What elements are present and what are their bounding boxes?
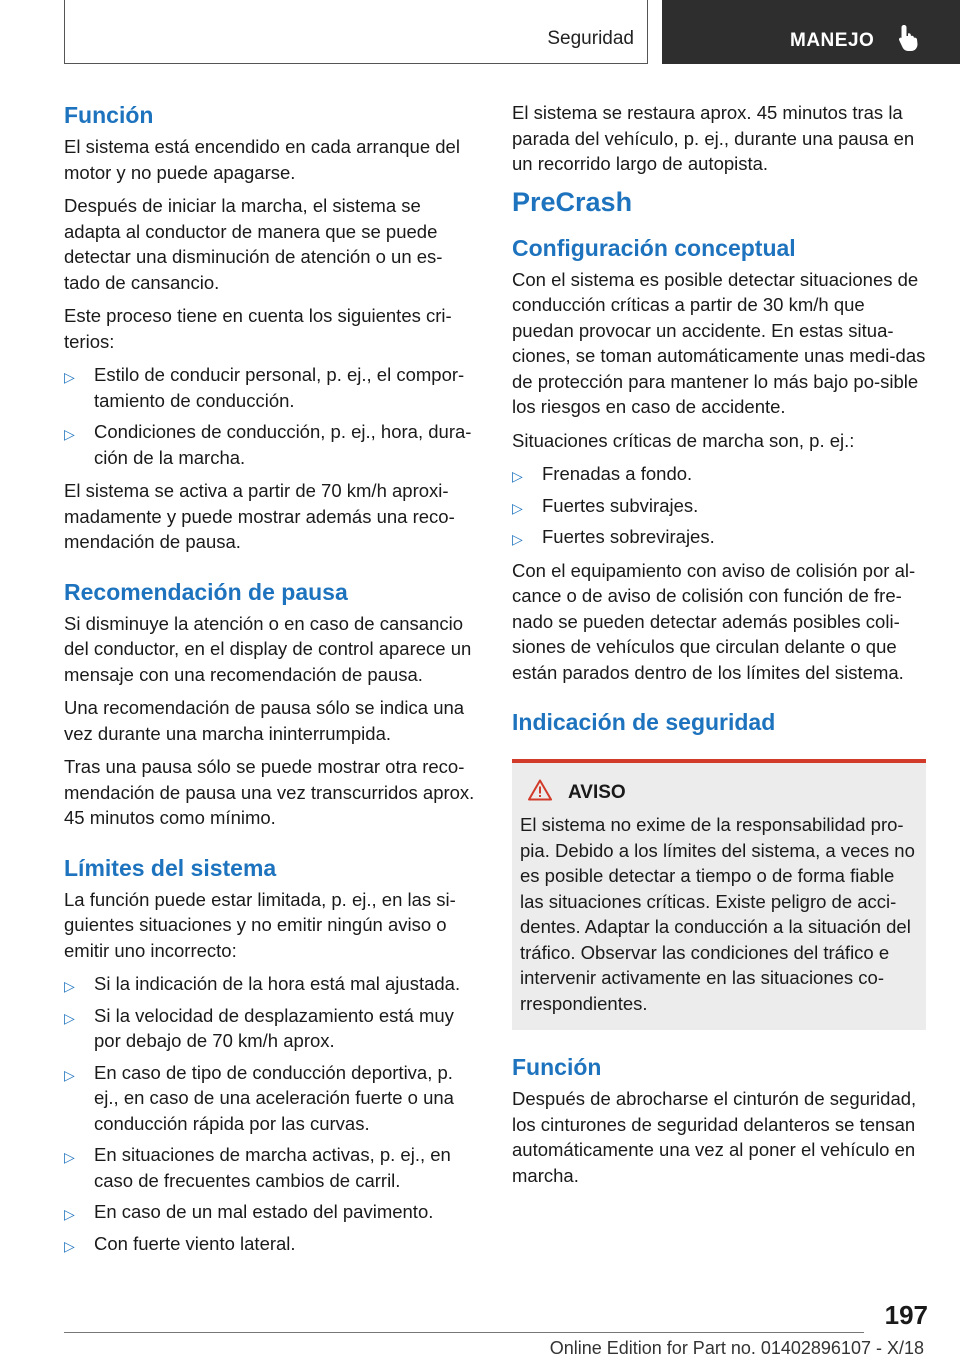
list-item: ▷ Con fuerte viento lateral. <box>64 1231 478 1257</box>
paragraph: Este proceso tiene en cuenta los siguientes cri-terios: <box>64 305 452 352</box>
heading-funcion-2: Función <box>512 1054 602 1080</box>
list-item: ▷ Frenadas a fondo. <box>512 461 926 487</box>
pointing-hand-icon <box>898 24 922 57</box>
heading-precrash: PreCrash <box>512 186 633 217</box>
limits-list <box>64 971 478 1256</box>
bullet-triangle-icon: ▷ <box>64 1066 75 1083</box>
paragraph: Con el equipamiento con aviso de colisión por al-cance o de aviso de colisión con función de fre-nado se pueden detectar además posibles coli-siones de vehículos que circulan delante o que están parados dentro de los límites del sistema. <box>512 559 916 683</box>
bullet-triangle-icon: ▷ <box>64 1009 75 1026</box>
paragraph: Situaciones críticas de marcha son, p. ej.: <box>512 429 855 451</box>
section-title: Seguridad <box>547 28 634 49</box>
bullet-triangle-icon: ▷ <box>512 468 523 484</box>
heading-limites: Límites del sistema <box>64 854 277 881</box>
warning-triangle-icon <box>528 779 568 806</box>
list-item: ▷ En caso de un mal estado del pavimento. <box>64 1199 478 1225</box>
bullet-triangle-icon: ▷ <box>64 978 75 994</box>
list-item: ▷ Si la velocidad de desplazamiento está muy por debajo de 70 km/h aprox. <box>64 1004 454 1051</box>
footer-divider <box>64 1332 864 1333</box>
paragraph: El sistema está encendido en cada arranque del motor y no puede apagarse. <box>64 136 460 183</box>
heading-configuracion: Configuración conceptual <box>512 234 796 261</box>
chapter-tab[interactable] <box>662 0 960 64</box>
list-item: ▷ Fuertes subvirajes. <box>512 493 926 519</box>
paragraph: Después de abrocharse el cinturón de seguridad, los cinturones de seguridad delanteros se tensan automáticamente una vez al poner el vehículo en marcha. <box>512 1088 917 1186</box>
criteria-list <box>64 362 478 470</box>
bullet-triangle-icon: ▷ <box>64 1237 75 1254</box>
list-item: ▷ Condiciones de conducción, p. ej., hora, dura-ción de la marcha. <box>64 421 472 468</box>
paragraph: La función puede estar limitada, p. ej., en las si-guientes situaciones y no emitir ningún aviso o emitir uno incorrecto: <box>64 888 456 961</box>
paragraph: Si disminuye la atención o en caso de cansancio del conductor, en el display de control aparece un mensaje con una recomendación de pausa. <box>64 612 472 685</box>
list-item: ▷ Estilo de conducir personal, p. ej., el compor-tamiento de conducción. <box>64 364 465 411</box>
bullet-triangle-icon: ▷ <box>512 531 523 547</box>
warning-title: AVISO <box>568 781 626 803</box>
paragraph: Tras una pausa sólo se puede mostrar otra reco-mendación de pausa una vez transcurridos aprox. 45 minutos como mínimo. <box>64 756 475 828</box>
right-column <box>512 100 926 1196</box>
list-item: ▷ En caso de tipo de conducción deportiva, p. ej., en caso de una aceleración fuerte o una conducción rápida por las curvas. <box>64 1061 454 1134</box>
left-column <box>64 100 478 1264</box>
paragraph: El sistema se activa a partir de 70 km/h aproxi-madamente y puede mostrar además una reco-mendación de pausa. <box>64 480 455 552</box>
bullet-triangle-icon: ▷ <box>64 1206 75 1222</box>
bullet-triangle-icon: ▷ <box>64 426 75 442</box>
heading-funcion: Función <box>64 102 154 128</box>
warning-box <box>512 759 926 1030</box>
list-item: ▷ Si la indicación de la hora está mal ajustada. <box>64 971 478 997</box>
bullet-triangle-icon: ▷ <box>64 369 75 385</box>
paragraph: El sistema se restaura aprox. 45 minutos tras la parada del vehículo, p. ej., durante una pausa en un recorrido largo de autopista. <box>512 102 915 174</box>
paragraph: Después de iniciar la marcha, el sistema se adapta al conductor de manera que se puede detectar una disminución de atención o un es-tado de cansancio. <box>64 195 443 293</box>
list-item: ▷ Fuertes sobrevirajes. <box>512 524 926 550</box>
footer-edition: Online Edition for Part no. 01402896107 - X/18 <box>549 1338 924 1358</box>
heading-recomendacion: Recomendación de pausa <box>64 578 348 605</box>
bullet-triangle-icon: ▷ <box>64 1149 75 1165</box>
paragraph: Una recomendación de pausa sólo se indica una vez durante una marcha ininterrumpida. <box>64 697 465 744</box>
heading-indicacion: Indicación de seguridad <box>512 709 776 735</box>
list-item: ▷ En situaciones de marcha activas, p. ej., en caso de frecuentes cambios de carril. <box>64 1144 451 1191</box>
warning-header <box>520 779 918 806</box>
bullet-triangle-icon: ▷ <box>512 499 523 516</box>
paragraph: Con el sistema es posible detectar situaciones de conducción críticas a partir de 30 km/h que puedan provocar un accidente. En estas situa-ciones, se toman automáticamente unas medi-das de protección para mantener lo más bajo po-sible los riesgos en caso de accidente. <box>512 268 926 417</box>
critical-situations-list <box>512 461 926 550</box>
chapter-tab-label: MANEJO <box>790 30 875 51</box>
page-number: 197 <box>884 1300 928 1330</box>
warning-text: El sistema no exime de la responsabilidad pro-pia. Debido a los límites del sistema, a veces no es posible detectar a tiempo o de forma fiable las situaciones críticas. Existe peligro de acci-dentes. Adaptar la conducción a la situación del tráfico. Observar las condiciones del tráfico e intervenir activamente en las situaciones co-rrespondientes. <box>520 814 915 1014</box>
